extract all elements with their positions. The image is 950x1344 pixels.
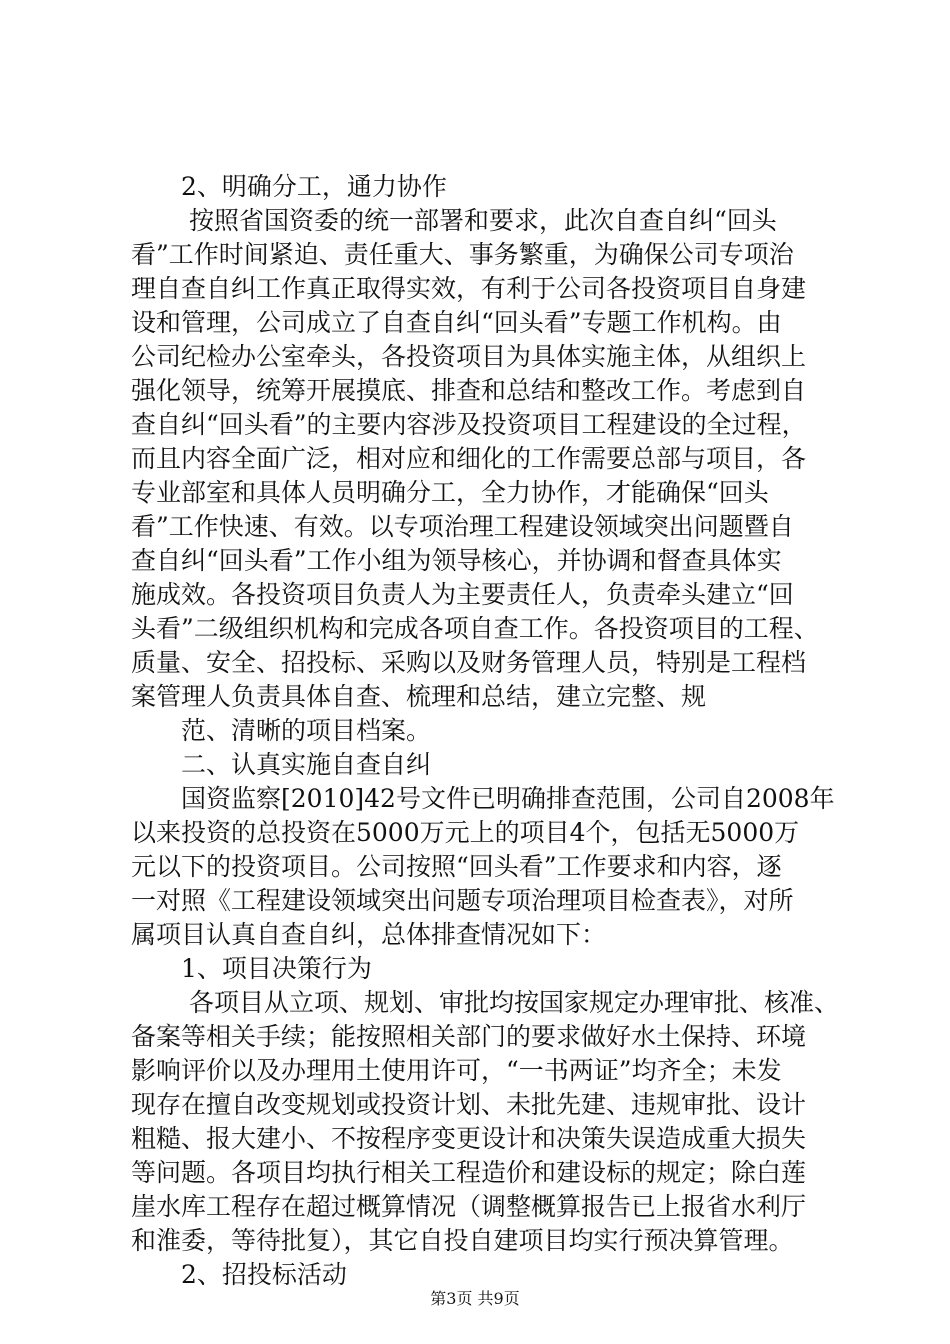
body-text-line: 和淮委，等待批复），其它自投自建项目均实行预决算管理。 [131,1226,794,1255]
body-text-line: 头看”二级组织机构和完成各项自查工作。各投资项目的工程、 [131,614,819,643]
body-text-line: 备案等相关手续；能按照相关部门的要求做好水土保持、环境 [131,1022,807,1051]
body-text-line: 而且内容全面广泛，相对应和细化的工作需要总部与项目，各 [131,444,807,473]
body-text-line: 理自查自纠工作真正取得实效，有利于公司各投资项目自身建 [131,274,807,303]
body-text-line: 各项目从立项、规划、审批均按国家规定办理审批、核准、 [131,988,839,1017]
body-text-line: 查自纠“回头看”的主要内容涉及投资项目工程建设的全过程， [131,410,807,439]
body-text-line: 影响评价以及办理用土使用许可，“一书两证”均齐全；未发 [131,1056,782,1085]
body-text-line: 国资监察[2010]42号文件已明确排查范围，公司自2008年 [131,784,835,813]
body-text-line: 崖水库工程存在超过概算情况（调整概算报告已上报省水利厅 [131,1192,807,1221]
body-text-line: 粗糙、报大建小、不按程序变更设计和决策失误造成重大损失 [131,1124,807,1153]
section-heading: 2、明确分工，通力协作 [131,172,447,201]
section-heading: 2、招投标活动 [131,1260,347,1289]
body-text-line: 范、清晰的项目档案。 [131,716,432,745]
body-text-line: 质量、安全、招投标、采购以及财务管理人员，特别是工程档 [131,648,807,677]
body-text-line: 设和管理，公司成立了自查自纠“回头看”专题工作机构。由 [131,308,782,337]
body-text-line: 现存在擅自改变规划或投资计划、未批先建、违规审批、设计 [131,1090,807,1119]
body-text-line: 查自纠“回头看”工作小组为领导核心，并协调和督查具体实 [131,546,782,575]
body-text-line: 以来投资的总投资在5000万元上的项目4个，包括无5000万 [131,818,800,847]
body-text-line: 公司纪检办公室牵头，各投资项目为具体实施主体，从组织上 [131,342,807,371]
body-text-line: 看”工作时间紧迫、责任重大、事务繁重，为确保公司专项治 [131,240,794,269]
body-text-line: 一对照《工程建设领域突出问题专项治理项目检查表》，对所 [131,886,794,915]
body-text-line: 施成效。各投资项目负责人为主要责任人，负责牵头建立“回 [131,580,794,609]
body-text-line: 元以下的投资项目。公司按照“回头看”工作要求和内容，逐 [131,852,782,881]
body-text-line: 属项目认真自查自纠，总体排查情况如下： [131,920,607,949]
body-text-line: 强化领导，统筹开展摸底、排查和总结和整改工作。考虑到自 [131,376,807,405]
body-text-line: 等问题。各项目均执行相关工程造价和建设标的规定；除白莲 [131,1158,807,1187]
body-text-line: 专业部室和具体人员明确分工，全力协作，才能确保“回头 [131,478,769,507]
section-heading: 二、认真实施自查自纠 [131,750,432,779]
body-text-line: 按照省国资委的统一部署和要求，此次自查自纠“回头 [131,206,777,235]
body-text-line: 案管理人负责具体自查、梳理和总结，建立完整、规 [131,682,707,711]
page-number-footer: 第3页 共9页 [430,1289,520,1308]
body-text-line: 看”工作快速、有效。以专项治理工程建设领域突出问题暨自 [131,512,794,541]
section-heading: 1、项目决策行为 [131,954,372,983]
